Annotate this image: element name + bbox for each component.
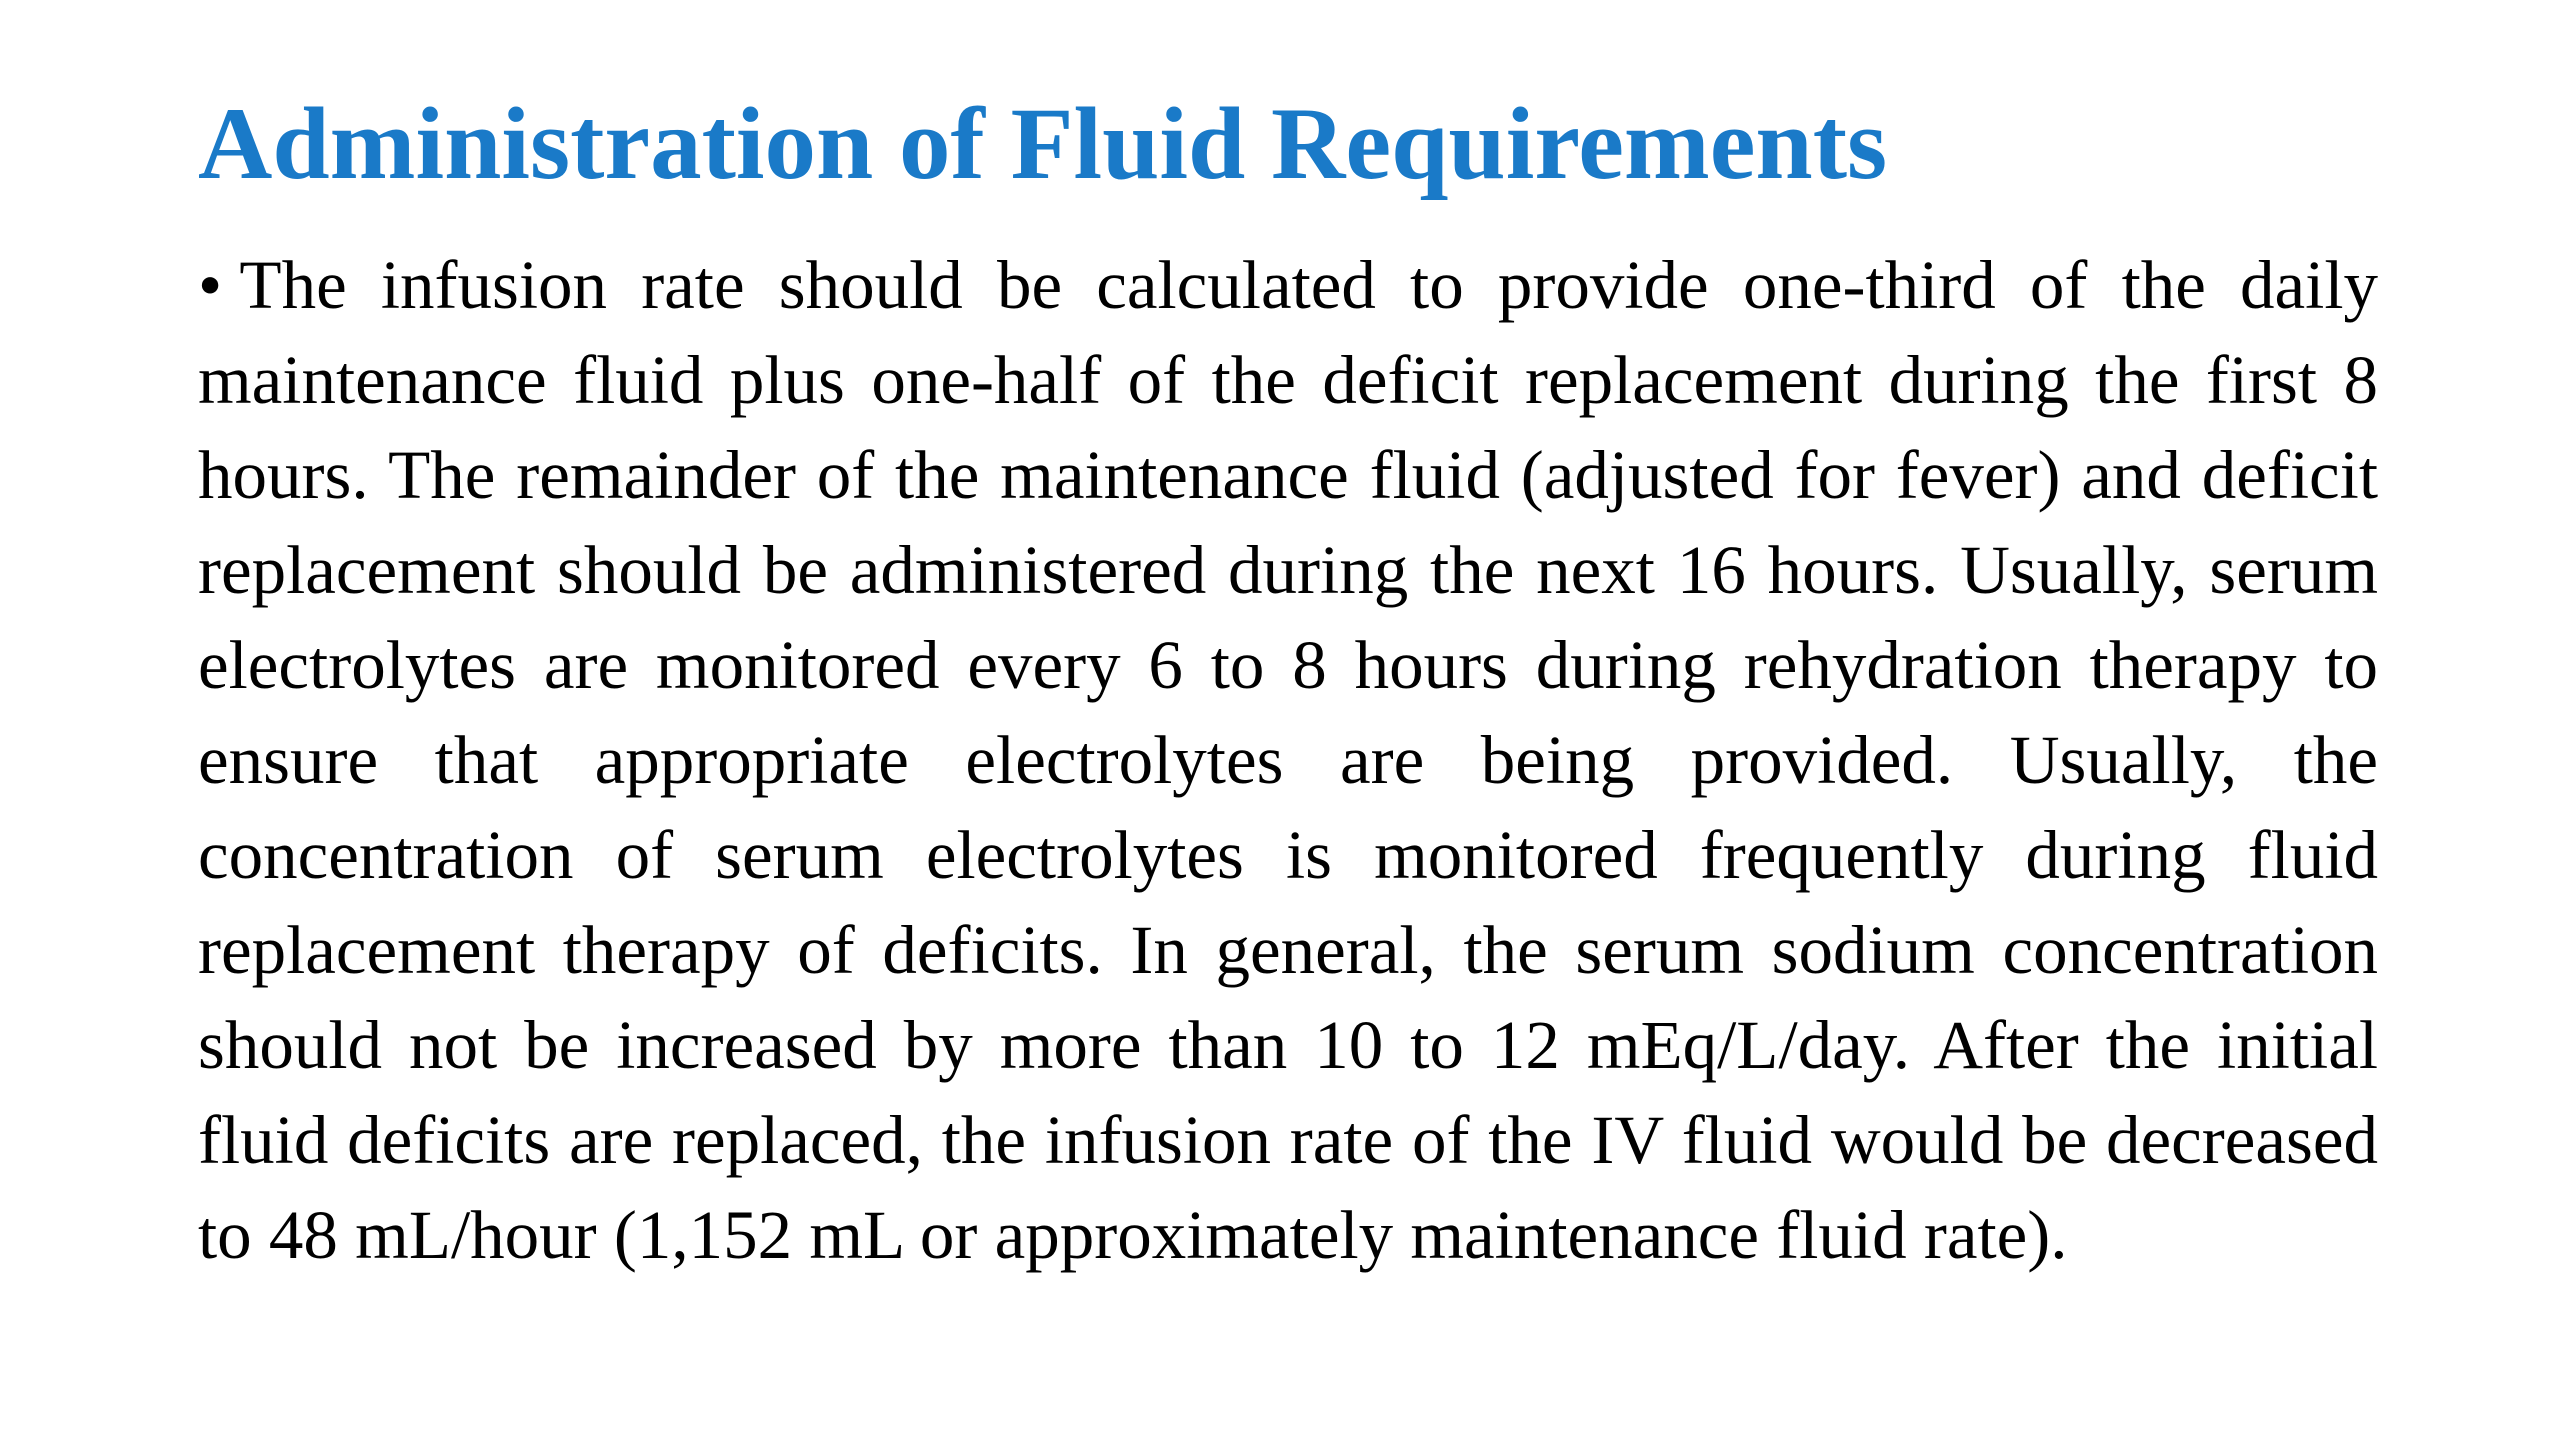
bullet-paragraph — [198, 238, 2378, 1283]
slide-title: Administration of Fluid Requirements — [198, 87, 1888, 201]
bullet-marker: • — [198, 247, 223, 323]
body-text: The infusion rate should be calculated to provide one-third of the daily maintenance fluid plus one-half of the deficit replacement during the first 8 hours. The remainder of the maintenance fluid (adjusted for fever) and deficit replacement should be administered during the next 16 hours. Usually, serum electrolytes are monitored every 6 to 8 hours during rehydration therapy to ensure that appropriate electrolytes are being provided. Usually, the concentration of serum electrolytes is monitored frequently during fluid replacement therapy of deficits. In general, the serum sodium concentration should not be increased by more than 10 to 12 mEq/L/day. After the initial fluid deficits are replaced, the infusion rate of the IV fluid would be decreased to 48 mL/hour (1,152 mL or approximately maintenance fluid rate). — [198, 247, 2378, 1273]
